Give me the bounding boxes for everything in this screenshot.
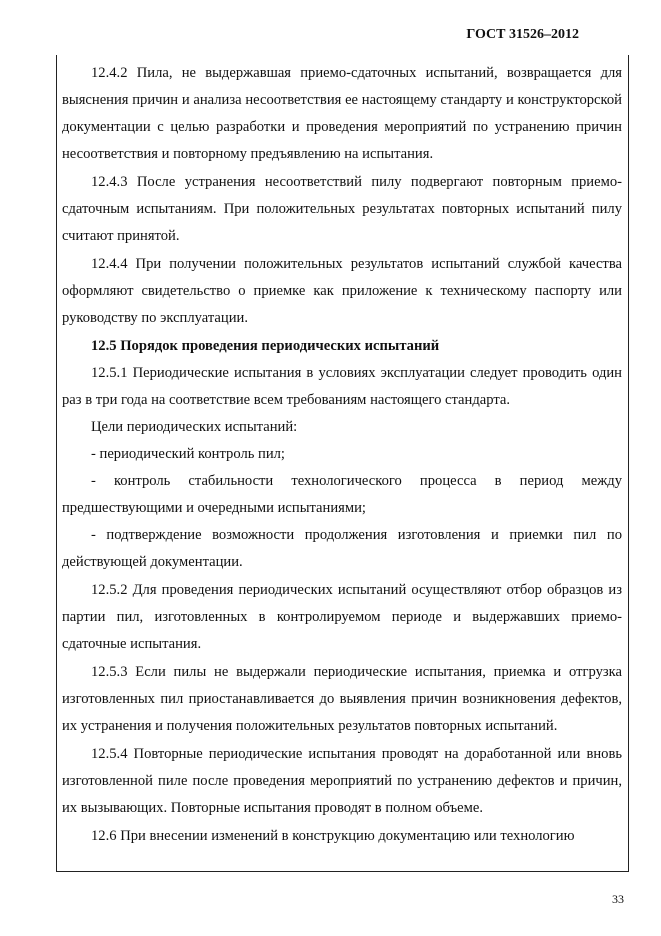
paragraph-12-5-3: 12.5.3 Если пилы не выдержали периодические испытания, приемка и отгрузка изготовленных пил приостанавливается до выявления причин возникновения дефектов, их устранения и получения положительных результатов повторных испытаний. bbox=[62, 664, 622, 734]
section-heading-12-5: 12.5 Порядок проведения периодических испытаний bbox=[91, 338, 440, 354]
paragraph-goals-intro: Цели периодических испытаний: bbox=[91, 419, 298, 435]
document-body bbox=[62, 60, 622, 850]
page-number: 33 bbox=[612, 892, 624, 906]
paragraph-12-4-2: 12.4.2 Пила, не выдержавшая приемо-сдаточных испытаний, возвращается для выяснения причин и анализа несоответствия ее настоящему стандарту и конструкторской документации с целью разработки и проведения мероприятий по устранению причин несоответствия и повторному предъявлению на испытания. bbox=[62, 65, 622, 162]
paragraph-12-5-4: 12.5.4 Повторные периодические испытания проводят на доработанной или вновь изготовленной пиле после проведения мероприятий по устранению дефектов и причин, их вызывающих. Повторные испытания проводят в полном объеме. bbox=[62, 746, 622, 816]
paragraph-12-6: 12.6 При внесении изменений в конструкцию документацию или технологию bbox=[91, 828, 575, 844]
list-item-goal-1: - периодический контроль пил; bbox=[91, 446, 285, 462]
paragraph-12-4-3: 12.4.3 После устранения несоответствий пилу подвергают повторным приемо-сдаточным испытаниям. При положительных результатах повторных испытаний пилу считают принятой. bbox=[62, 174, 622, 244]
paragraph-12-4-4: 12.4.4 При получении положительных результатов испытаний службой качества оформляют свидетельство о приемке как приложение к техническому паспорту или руководству по эксплуатации. bbox=[62, 256, 622, 326]
list-item-goal-2: - контроль стабильности технологического процесса в период между предшествующими и очередными испытаниями; bbox=[62, 473, 622, 516]
paragraph-12-5-2: 12.5.2 Для проведения периодических испытаний осуществляют отбор образцов из партии пил, изготовленных в контролируемом периоде и выдержавших приемо-сдаточные испытания. bbox=[62, 582, 622, 652]
list-item-goal-3: - подтверждение возможности продолжения изготовления и приемки пил по действующей документации. bbox=[62, 527, 622, 570]
document-header: ГОСТ 31526–2012 bbox=[466, 27, 579, 42]
paragraph-12-5-1: 12.5.1 Периодические испытания в условиях эксплуатации следует проводить один раз в три года на соответствие всем требованиям настоящего стандарта. bbox=[62, 365, 622, 408]
